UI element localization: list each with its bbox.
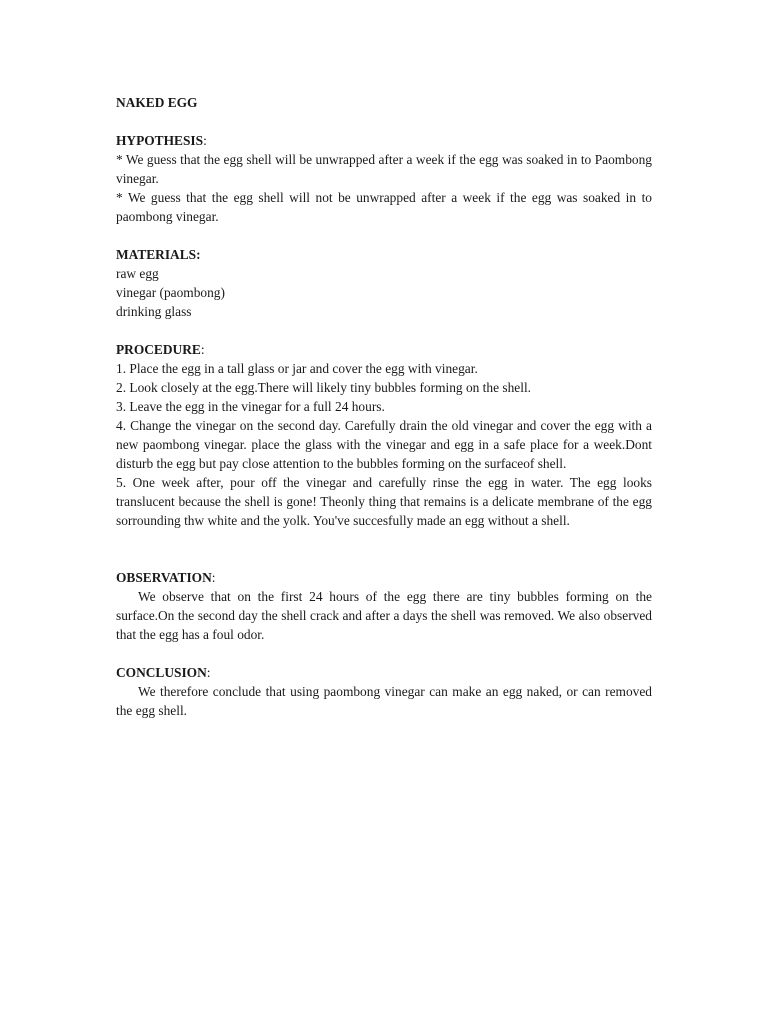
procedure-step: 2. Look closely at the egg.There will likely tiny bubbles forming on the shell. bbox=[116, 380, 532, 395]
procedure-section bbox=[116, 340, 652, 530]
hypothesis-heading-colon: : bbox=[203, 133, 207, 148]
document-title: NAKED EGG bbox=[116, 95, 198, 110]
observation-text: We observe that on the first 24 hours of the egg there are tiny bubbles forming on the surface.On the second day the shell crack and after a days the shell was removed. We also observed that the egg has a foul odor. bbox=[116, 589, 652, 642]
hypothesis-item: * We guess that the egg shell will be unwrapped after a week if the egg was soaked in to Paombong vinegar. bbox=[116, 152, 652, 186]
hypothesis-heading bbox=[116, 131, 652, 150]
document-body bbox=[116, 93, 652, 720]
observation-section bbox=[116, 568, 652, 644]
procedure-step: 1. Place the egg in a tall glass or jar and cover the egg with vinegar. bbox=[116, 361, 478, 376]
procedure-step: 5. One week after, pour off the vinegar and carefully rinse the egg in water. The egg looks translucent because the shell is gone! Theonly thing that remains is a delicate membrane of the egg sorrounding thw white and the yolk. You've succesfully made an egg without a shell. bbox=[116, 475, 652, 528]
materials-heading: MATERIALS: bbox=[116, 247, 201, 262]
conclusion-heading-colon: : bbox=[206, 665, 211, 680]
procedure-step: 4. Change the vinegar on the second day. Carefully drain the old vinegar and cover the egg with a new paombong vinegar. place the glass with the vinegar and egg in a safe place for a week.Dont disturb the egg but pay close attention to the bubbles forming on the surfaceof shell. bbox=[116, 418, 652, 471]
materials-section bbox=[116, 245, 652, 321]
observation-heading bbox=[116, 568, 652, 587]
procedure-step: 3. Leave the egg in the vinegar for a full 24 hours. bbox=[116, 399, 385, 414]
hypothesis-item: * We guess that the egg shell will not be unwrapped after a week if the egg was soaked in to paombong vinegar. bbox=[116, 190, 652, 224]
hypothesis-section bbox=[116, 131, 652, 226]
observation-heading-text: OBSERVATION bbox=[116, 570, 212, 585]
procedure-heading-text: PROCEDURE bbox=[116, 342, 201, 357]
material-item: drinking glass bbox=[116, 304, 192, 319]
procedure-heading-colon: : bbox=[200, 342, 205, 357]
material-item: raw egg bbox=[116, 266, 159, 281]
material-item: vinegar (paombong) bbox=[116, 285, 225, 300]
hypothesis-heading-text: HYPOTHESIS bbox=[116, 133, 204, 148]
conclusion-section bbox=[116, 663, 652, 720]
procedure-heading bbox=[116, 340, 652, 359]
conclusion-heading bbox=[116, 663, 652, 682]
conclusion-heading-text: CONCLUSION bbox=[116, 665, 207, 680]
conclusion-text: We therefore conclude that using paombong vinegar can make an egg naked, or can removed the egg shell. bbox=[116, 684, 652, 718]
observation-heading-colon: : bbox=[211, 570, 216, 585]
